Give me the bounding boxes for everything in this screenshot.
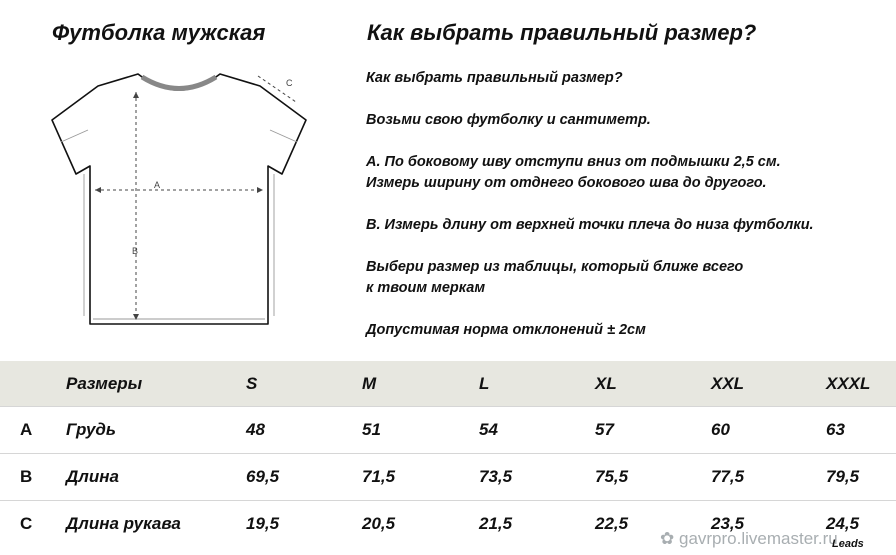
watermark — [660, 529, 838, 549]
table-cell: 22,5 — [595, 514, 629, 533]
table-cell: 48 — [246, 420, 265, 439]
instruction-line: Возьми свою футболку и сантиметр. — [366, 112, 651, 128]
arrow-left-icon — [95, 187, 101, 193]
tshirt-diagram — [40, 62, 320, 342]
tshirt-outline — [52, 74, 306, 324]
instruction-line: к твоим меркам — [366, 280, 486, 296]
label-b: B — [132, 246, 139, 256]
table-cell: 71,5 — [362, 467, 396, 486]
instruction-line: Как выбрать правильный размер? — [366, 70, 623, 86]
product-title: Футболка мужская — [52, 20, 266, 45]
table-cell: 20,5 — [362, 514, 396, 533]
watermark-text: gavrpro.livemaster.ru — [678, 529, 838, 548]
size-label: XL — [595, 374, 617, 393]
instruction-line: Измерь ширину от отднего бокового шва до другого. — [366, 175, 767, 191]
instruction-line: A. По боковому шву отступи вниз от подмышки 2,5 см. — [366, 154, 781, 170]
tshirt-collar — [142, 77, 216, 89]
table-cell: 60 — [711, 420, 730, 439]
table-cell: 63 — [826, 420, 845, 439]
row-label: Длина — [66, 467, 119, 486]
row-label: Длина рукава — [66, 514, 181, 533]
row-mark: B — [20, 467, 33, 486]
table-cell: 75,5 — [595, 467, 629, 486]
table-cell: 77,5 — [711, 467, 745, 486]
arrow-up-icon — [133, 92, 139, 98]
size-label: XXXL — [826, 374, 871, 393]
instruction-line: B. Измерь длину от верхней точки плеча до низа футболки. — [366, 217, 814, 233]
size-label: XXL — [711, 374, 745, 393]
arrow-right-icon — [257, 187, 263, 193]
row-mark: C — [20, 514, 33, 533]
table-cell: 57 — [595, 420, 614, 439]
size-label: S — [246, 374, 258, 393]
flower-icon: ✿ — [660, 529, 675, 548]
label-c: C — [286, 78, 293, 88]
table-cell: 51 — [362, 420, 381, 439]
table-cell: 19,5 — [246, 514, 280, 533]
row-mark: A — [20, 420, 33, 439]
instructions — [366, 68, 886, 341]
table-cell: 54 — [479, 420, 498, 439]
instruction-line: Выбери размер из таблицы, который ближе всего — [366, 259, 744, 275]
table-cell: 73,5 — [479, 467, 513, 486]
table-cell: 24,5 — [826, 514, 860, 533]
size-table — [0, 361, 896, 547]
instruction-line: Допустимая норма отклонений ± 2см — [366, 322, 646, 338]
table-cell: 79,5 — [826, 467, 860, 486]
table-row — [0, 407, 896, 454]
table-row — [0, 454, 896, 501]
table-cell: 23,5 — [711, 514, 745, 533]
table-cell: 21,5 — [479, 514, 513, 533]
header-label: Размеры — [66, 374, 143, 393]
row-label: Грудь — [66, 420, 117, 439]
guide-title: Как выбрать правильный размер? — [367, 20, 757, 45]
size-table-header — [0, 361, 896, 407]
label-a: A — [154, 180, 161, 190]
size-label: M — [362, 374, 377, 393]
watermark-brand: Leads — [832, 538, 864, 550]
table-cell: 69,5 — [246, 467, 280, 486]
size-label: L — [479, 374, 490, 393]
